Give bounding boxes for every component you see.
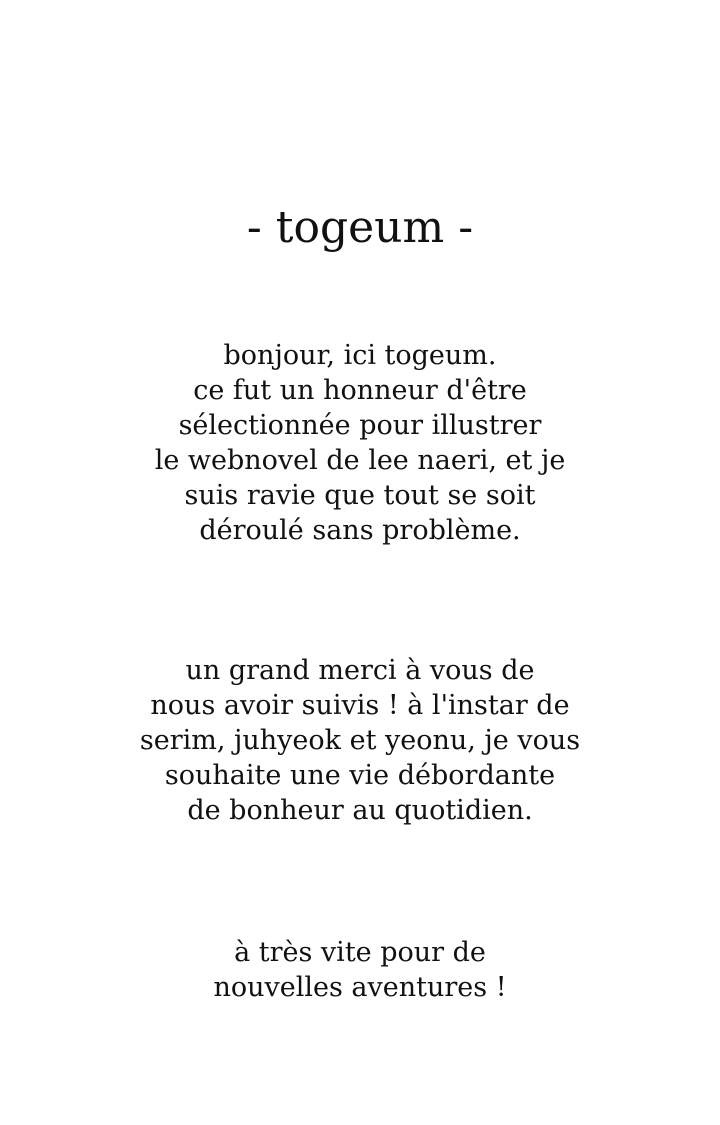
text-line: serim, juhyeok et yeonu, je vous (139, 725, 581, 756)
text-line: nouvelles aventures ! (213, 972, 507, 1003)
text-line: souhaite une vie débordante (164, 760, 556, 791)
text-line: à très vite pour de (234, 937, 486, 968)
text-line: ce fut un honneur d'être (193, 375, 527, 406)
page-title: - togeum - (246, 202, 474, 253)
paragraph-greeting (0, 338, 720, 548)
paragraph-farewell (0, 935, 720, 1005)
text-line: de bonheur au quotidien. (187, 795, 533, 826)
text-line: déroulé sans problème. (199, 515, 521, 546)
text-line: suis ravie que tout se soit (184, 480, 536, 511)
text-line: bonjour, ici togeum. (223, 340, 497, 371)
paragraph-thanks (0, 653, 720, 828)
text-line: nous avoir suivis ! à l'instar de (150, 690, 570, 721)
text-line: le webnovel de lee naeri, et je (154, 445, 566, 476)
text-line: un grand merci à vous de (185, 655, 535, 686)
text-line: sélectionnée pour illustrer (178, 410, 542, 441)
